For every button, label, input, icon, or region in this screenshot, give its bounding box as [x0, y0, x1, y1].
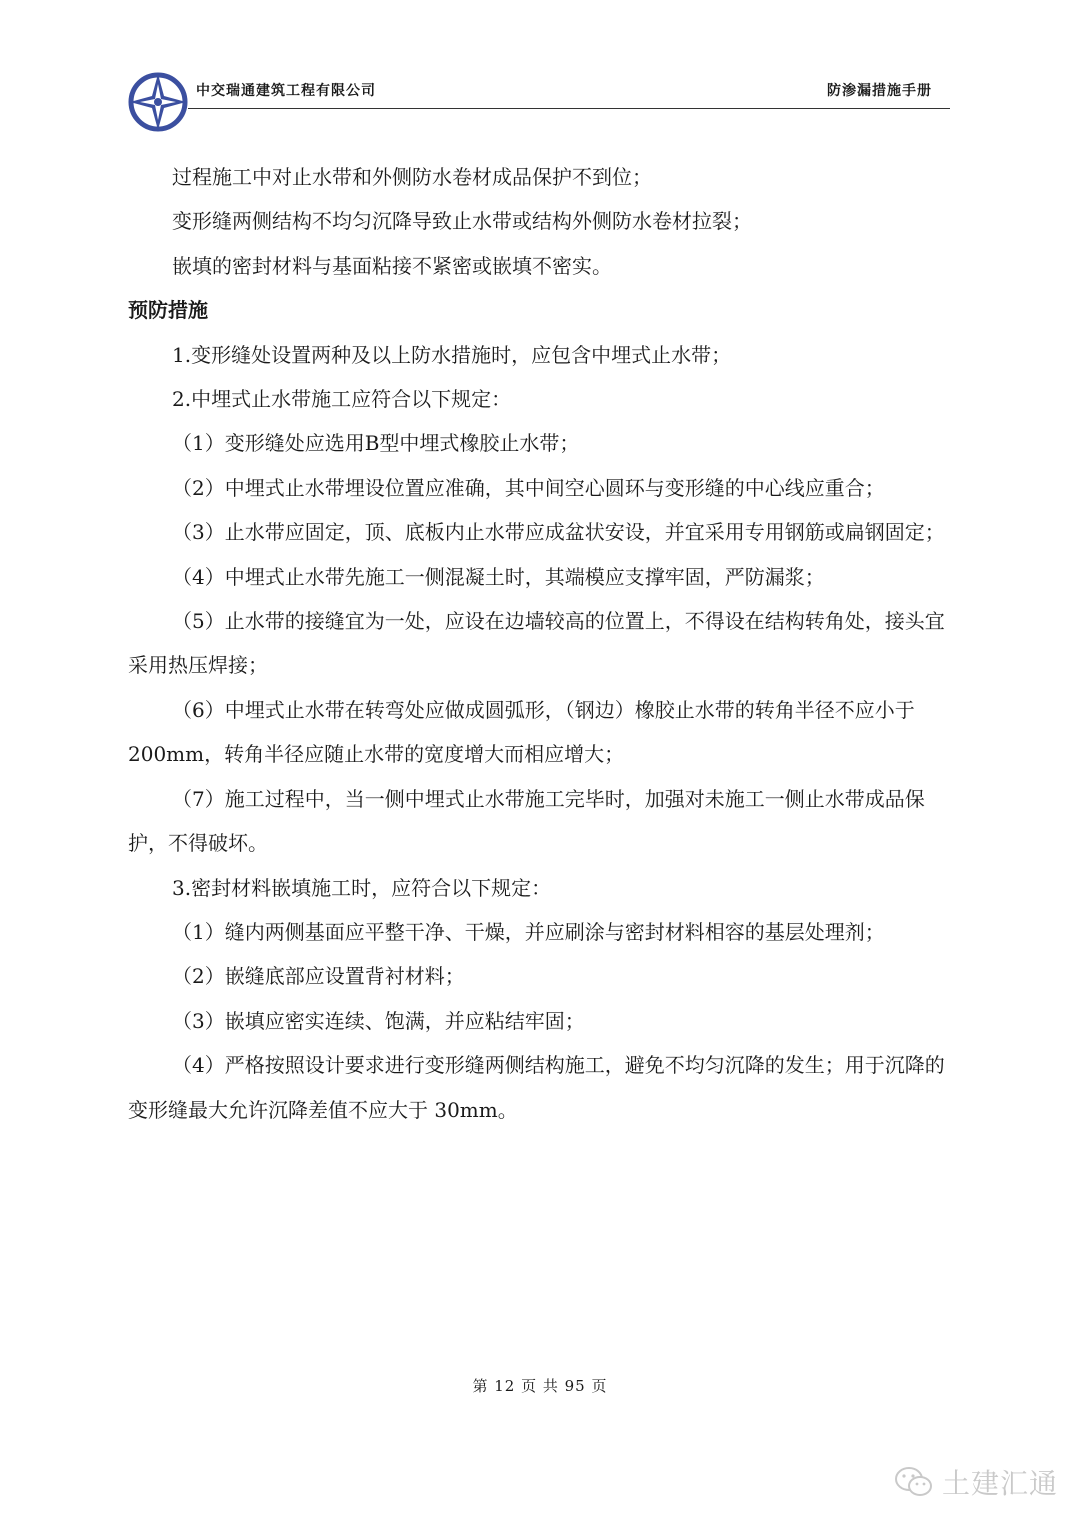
sub-list-item: （7）施工过程中，当一侧中埋式止水带施工完毕时，加强对未施工一侧止水带成品保护，不得破坏。 [128, 786, 925, 856]
wechat-icon [894, 1465, 934, 1499]
list-item: 3.密封材料嵌填施工时，应符合以下规定： [172, 875, 552, 900]
header-divider [188, 108, 950, 109]
paragraph: 过程施工中对止水带和外侧防水卷材成品保护不到位； [172, 165, 652, 189]
list-item: 1.变形缝处设置两种及以上防水措施时，应包含中埋式止水带； [172, 342, 732, 367]
sub-list-item: （2）中埋式止水带埋设位置应准确，其中间空心圆环与变形缝的中心线应重合； [172, 475, 885, 500]
sub-list-item: （4）中埋式止水带先施工一侧混凝土时，其端模应支撑牢固，严防漏浆； [172, 564, 825, 589]
watermark [894, 1462, 1058, 1502]
sub-list-item: （4）严格按照设计要求进行变形缝两侧结构施工，避免不均匀沉降的发生；用于沉降的变形缝最大允许沉降差值不应大于 30mm。 [128, 1053, 945, 1122]
sub-list-item: （3）嵌填应密实连续、饱满，并应粘结牢固； [172, 1008, 585, 1033]
list-item: 2.中埋式止水带施工应符合以下规定： [172, 387, 512, 412]
company-name: 中交瑞通建筑工程有限公司 [196, 83, 376, 99]
page-header [128, 68, 950, 138]
manual-title: 防渗漏措施手册 [827, 83, 932, 99]
section-heading: 预防措施 [128, 298, 208, 323]
sub-list-item: （1）缝内两侧基面应平整干净、干燥，并应刷涂与密封材料相容的基层处理剂； [172, 919, 885, 944]
document-body [128, 155, 950, 1132]
sub-list-item: （3）止水带应固定，顶、底板内止水带应成盆状安设，并宜采用专用钢筋或扁钢固定； [172, 520, 945, 545]
paragraph: 变形缝两侧结构不均匀沉降导致止水带或结构外侧防水卷材拉裂； [172, 209, 752, 234]
sub-list-item: （6）中埋式止水带在转弯处应做成圆弧形，（钢边）橡胶止水带的转角半径不应小于 200mm，转角半径应随止水带的宽度增大而相应增大； [128, 697, 915, 767]
sub-list-item: （2）嵌缝底部应设置背衬材料； [172, 964, 465, 989]
company-logo [128, 71, 188, 133]
paragraph: 嵌填的密封材料与基面粘接不紧密或嵌填不密实。 [172, 253, 612, 278]
page-number: 第 12 页 共 95 页 [472, 1377, 608, 1395]
watermark-label: 土建汇通 [942, 1467, 1059, 1500]
sub-list-item: （5）止水带的接缝宜为一处，应设在边墙较高的位置上，不得设在结构转角处，接头宜采用热压焊接； [128, 609, 945, 678]
sub-list-item: （1）变形缝处应选用B型中埋式橡胶止水带； [172, 431, 580, 456]
